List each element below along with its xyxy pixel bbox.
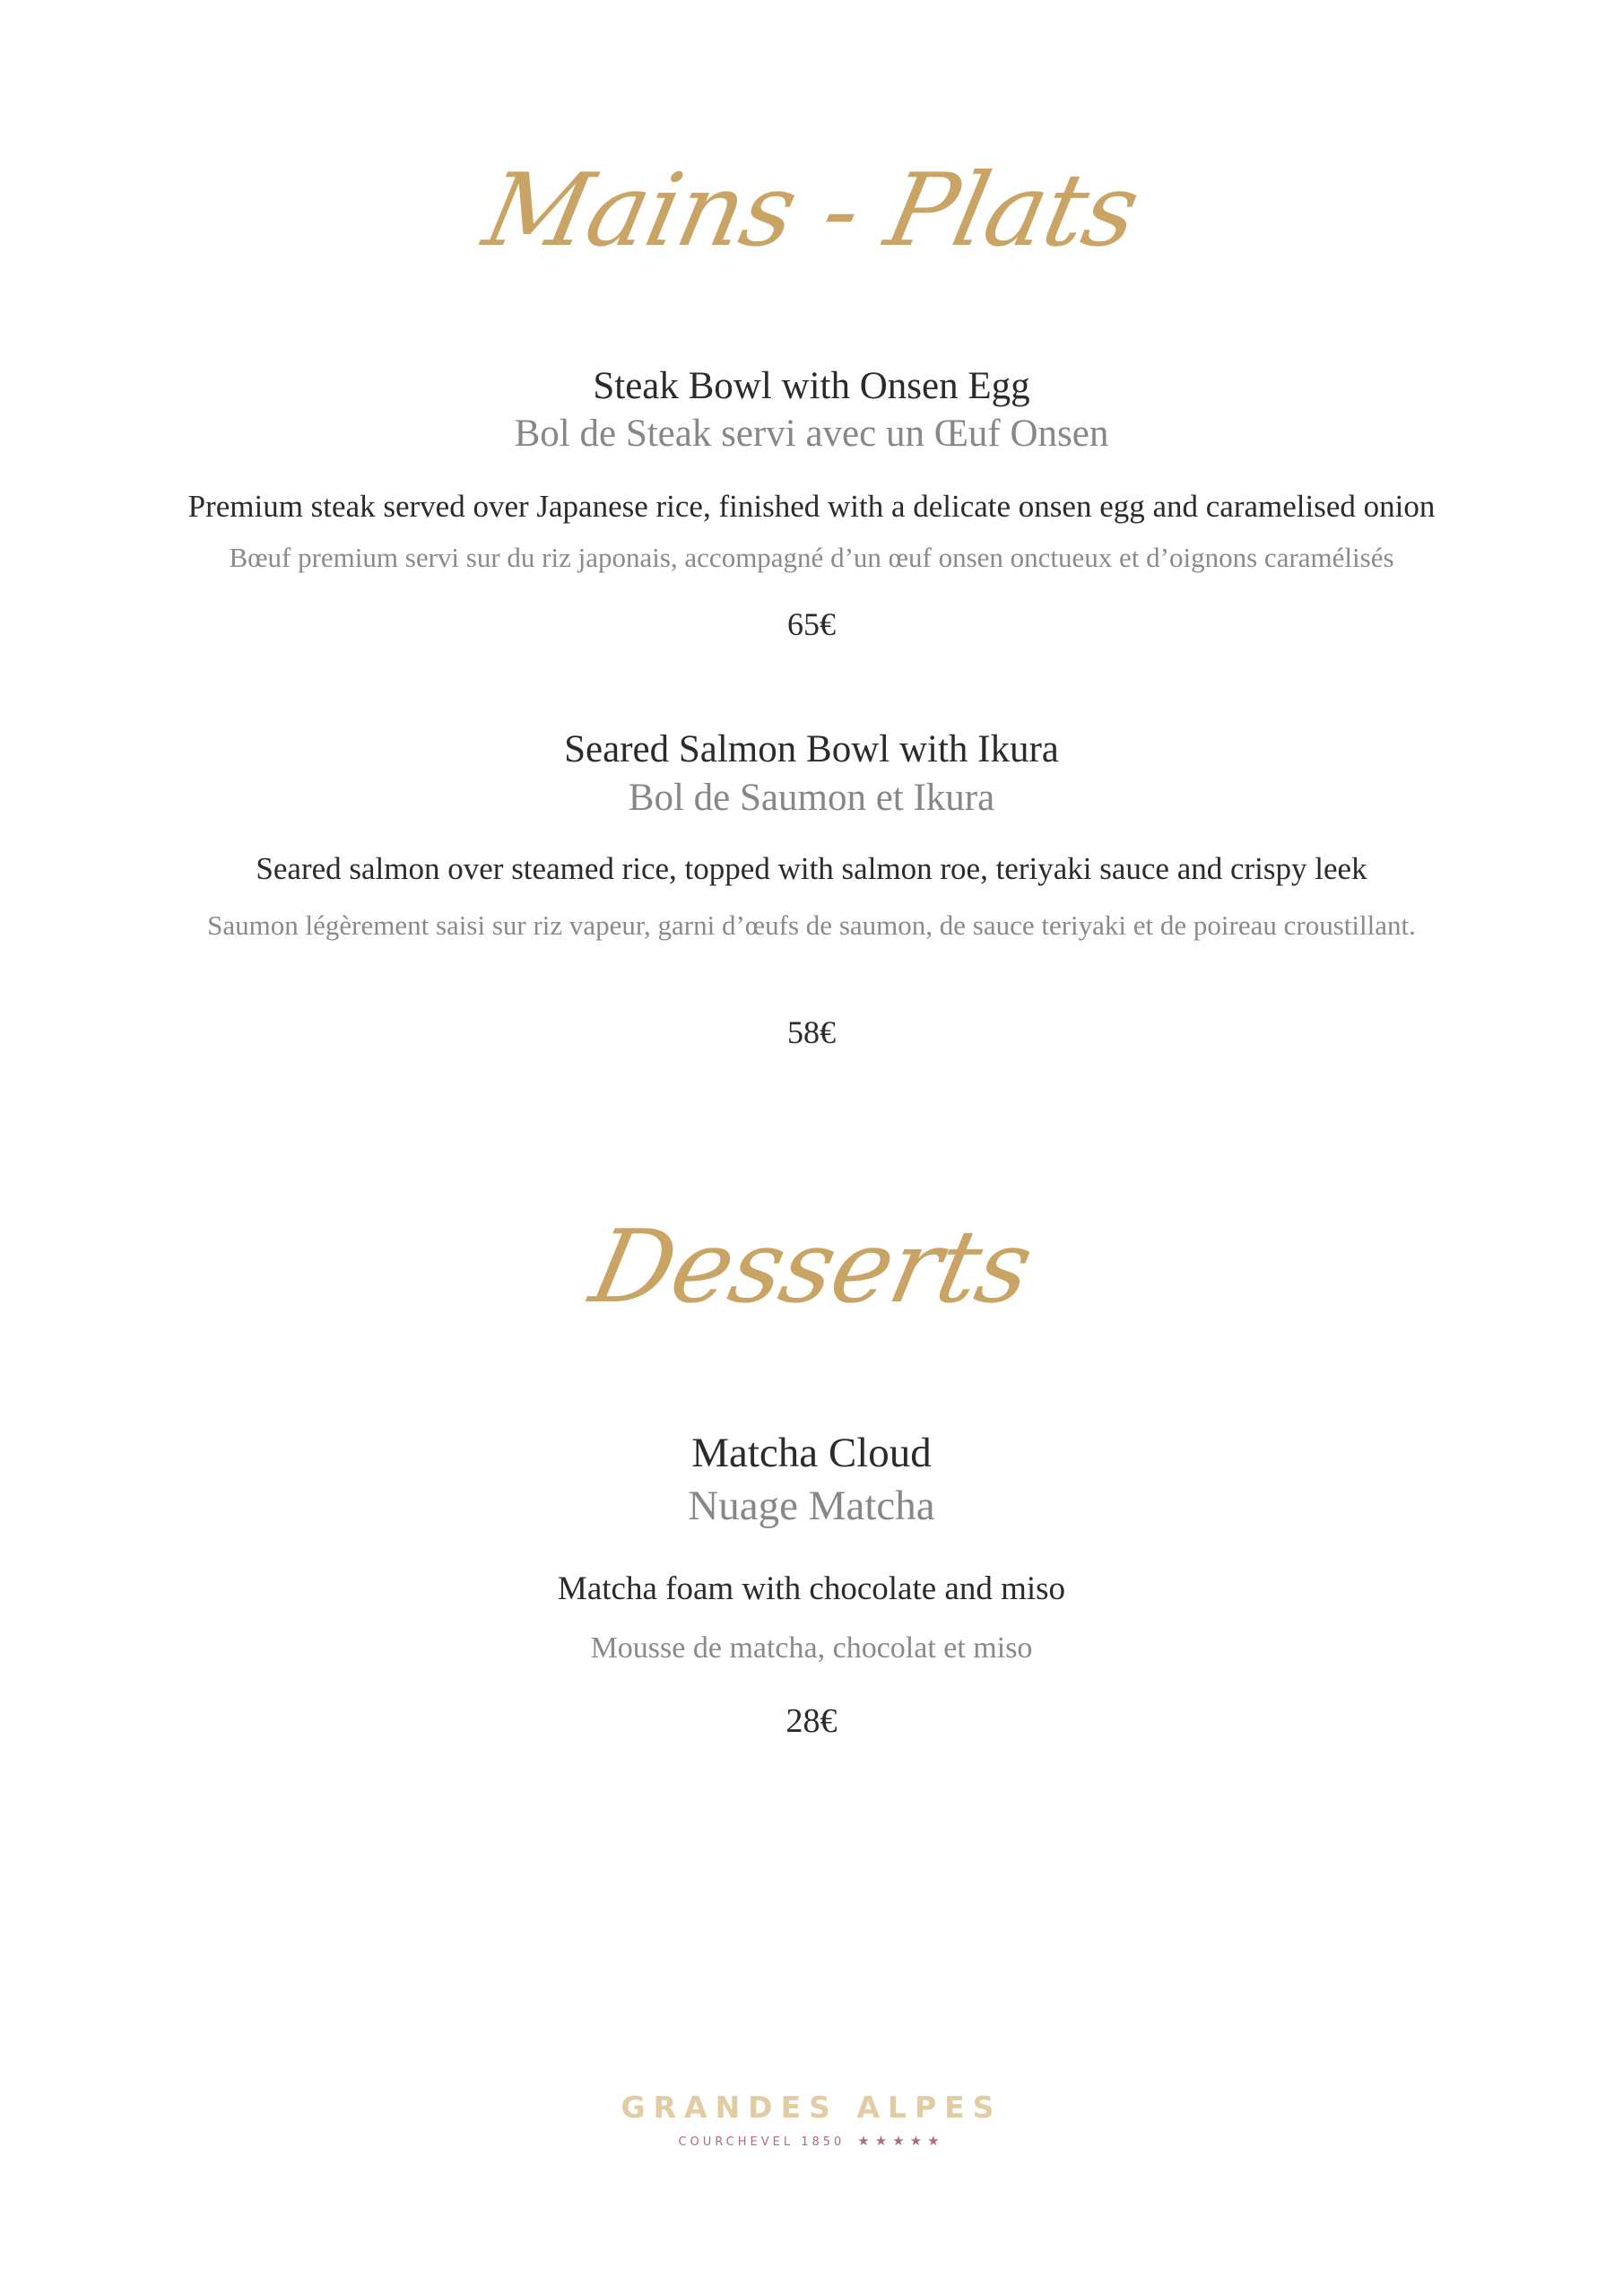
section-title-desserts: Desserts — [581, 1209, 1042, 1326]
dish-description-en: Seared salmon over steamed rice, topped with salmon roe, teriyaki sauce and crispy leek — [256, 851, 1367, 886]
star-rating-icon: ★★★★★ — [857, 2133, 945, 2149]
brand-logo-name: GRANDES ALPES — [621, 2090, 1002, 2125]
brand-location: COURCHEVEL 1850 — [678, 2135, 846, 2149]
dish-description-fr: Mousse de matcha, chocolat et miso — [590, 1631, 1033, 1665]
dish-name-fr: Bol de Steak servi avec un Œuf Onsen — [514, 413, 1109, 455]
dish-name-fr: Bol de Saumon et Ikura — [628, 777, 995, 819]
dish-description-en: Premium steak served over Japanese rice, finished with a delicate onsen egg and caramelised onion — [187, 489, 1436, 524]
dish-name-en: Seared Salmon Bowl with Ikura — [564, 728, 1059, 770]
dish-name-en: Matcha Cloud — [691, 1430, 932, 1476]
dish-description-fr: Saumon légèrement saisi sur riz vapeur, garni d’œufs de saumon, de sauce teriyaki et de poireau croustillant. — [207, 909, 1416, 941]
dish-name-en: Steak Bowl with Onsen Egg — [593, 365, 1030, 407]
section-title-mains: Mains - Plats — [474, 152, 1149, 269]
dish-price: 65€ — [787, 606, 836, 642]
brand-logo-subtitle — [0, 2132, 1623, 2152]
dish-price: 58€ — [787, 1014, 836, 1050]
dish-description-fr: Bœuf premium servi sur du riz japonais, accompagné d’un œuf onsen onctueux et d’oignons caramélisés — [229, 542, 1394, 573]
dish-description-en: Matcha foam with chocolate and miso — [557, 1570, 1066, 1607]
dish-price: 28€ — [785, 1702, 838, 1740]
dish-name-fr: Nuage Matcha — [688, 1483, 935, 1529]
